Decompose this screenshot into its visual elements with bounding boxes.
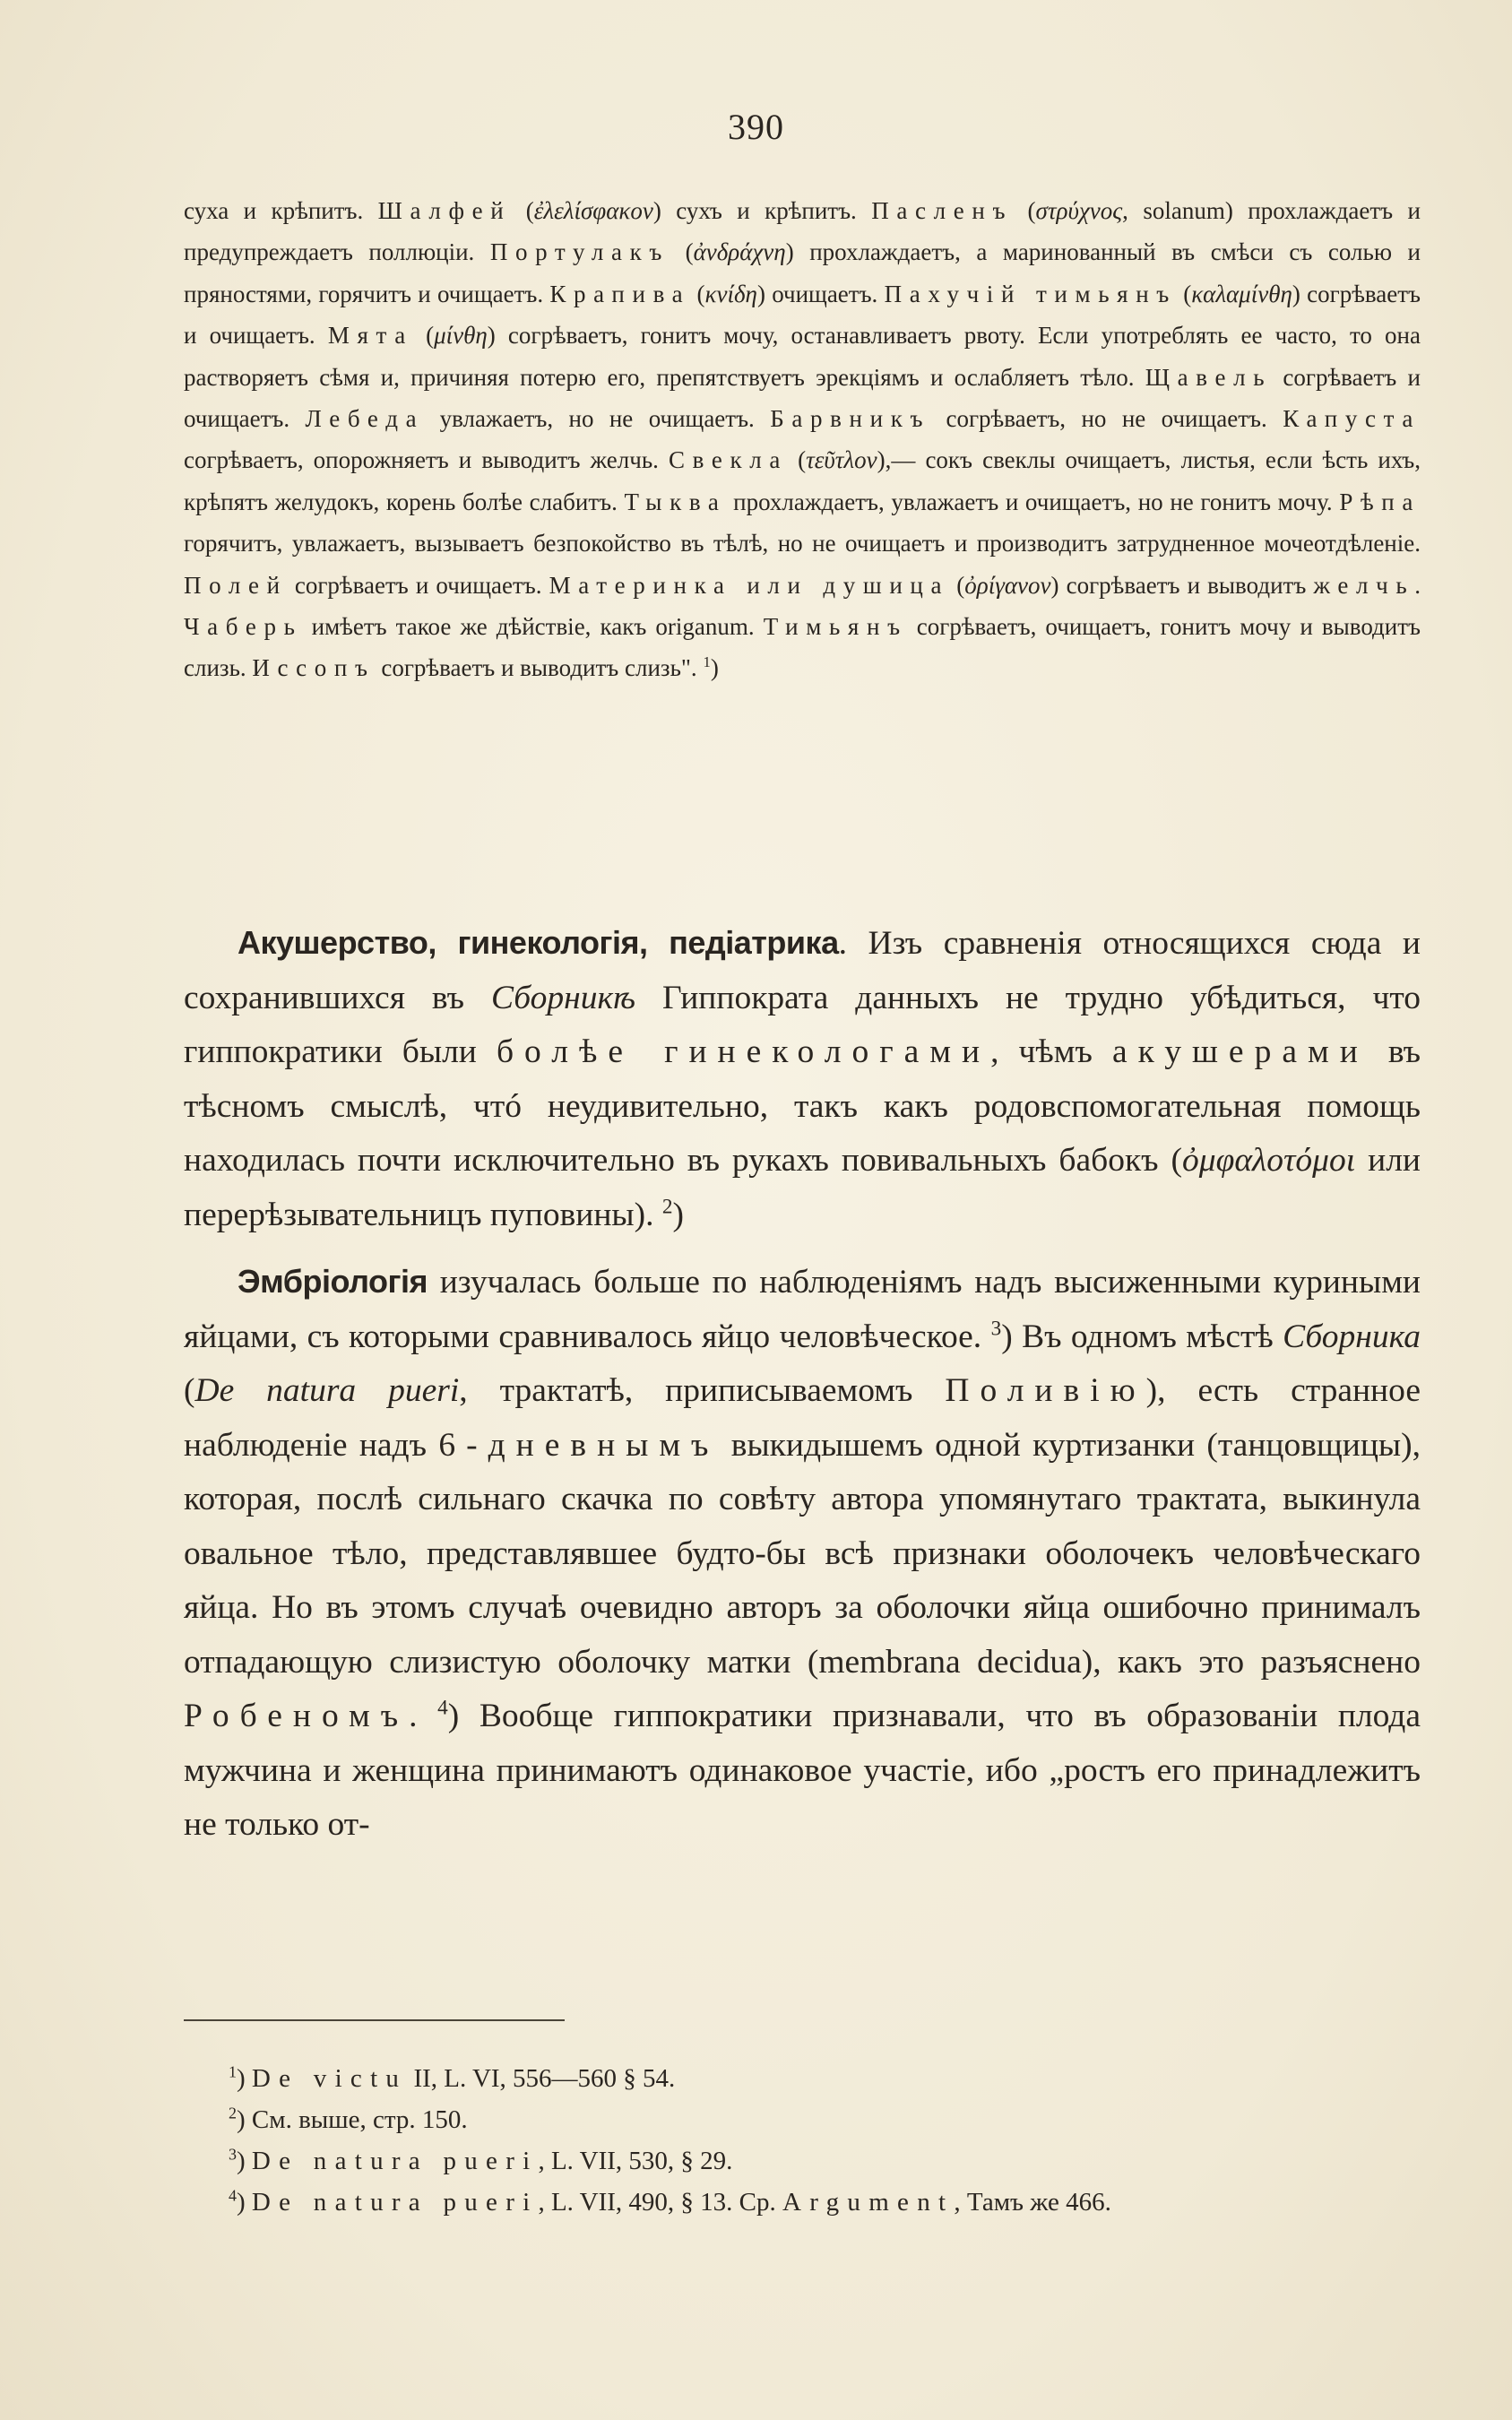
term-pennyroyal: Полей (184, 571, 288, 599)
small-paragraph (184, 190, 1421, 689)
footnote-ref: 3 (990, 1317, 1002, 1340)
text-run: ) (672, 1196, 684, 1233)
greek-term: ὀμφαλοτόμοι (1182, 1142, 1356, 1179)
footnote-number: 2 (229, 2104, 237, 2122)
text-run: горячитъ, увлажаетъ, вызываетъ безпокойство въ тѣлѣ, но не очищаетъ и производитъ затрудненное мочеотдѣленіе. (184, 530, 1421, 557)
spaced-term: Argument (782, 2188, 955, 2217)
text-run: ) Вообще гиппократики признавали, что въ образованіи плода мужчина и женщина принимаютъ одинаковое участіе, ибо „ростъ его принадлежитъ не только от- (184, 1698, 1421, 1843)
text-run: ) сухъ и крѣпитъ. (652, 197, 872, 224)
footnote-2: $^2$) См. выше, стр. 150. (229, 2104, 468, 2134)
spaced-term: 6-дневнымъ (438, 1426, 720, 1464)
greek-term: κνίδη (704, 280, 757, 307)
text-run: , L. VII, 530, § 29. (538, 2147, 733, 2175)
text-run: ( (670, 238, 694, 266)
text-run: ( (511, 197, 534, 224)
term-sorrel: Щавель (1145, 363, 1273, 391)
footnote-number: 4 (229, 2186, 237, 2205)
term-savory: Чаберь (184, 613, 303, 641)
spaced-term: De victu (251, 2064, 408, 2093)
text-run: . (409, 1698, 438, 1734)
text-run: Гиппократа данныхъ не трудно убѣдиться, что гиппократики были (184, 979, 1421, 1070)
text-run: изучалась больше по наблюденіямъ надъ высиженными куриными яйцами, съ которыми сравнивалось яйцо человѣческое. (184, 1264, 1421, 1355)
text-run: согрѣваетъ, очищаетъ, гонитъ мочу и выводитъ слизь. (184, 613, 1421, 682)
text-run: ) согрѣваетъ и очищаетъ. (184, 280, 1421, 350)
spaced-term: Робеномъ (184, 1698, 410, 1734)
text-run: согрѣваетъ и очищаетъ. (184, 363, 1421, 433)
text-run: ( (1176, 280, 1192, 307)
text-run: ) Въ одномъ мѣстѣ (1001, 1318, 1283, 1355)
term-cabbage: Капуста (1283, 405, 1421, 433)
greek-term: στρύχνος (1035, 197, 1123, 224)
text-run: ( (412, 322, 435, 350)
term-nightshade: Пасленъ (871, 197, 1014, 224)
paragraph-embryology (184, 1255, 1421, 1853)
greek-term: μίνθη (434, 322, 488, 350)
term-beet: Свекла (669, 446, 788, 474)
text-run: выкидышемъ одной куртизанки (танцовщицы), которая, послѣ сильнаго скачка по совѣту автора упомянутаго трактата, выкинула овальное тѣло, представлявшее будто-бы всѣ признаки оболочекъ человѣческаго яйца. Но въ этомъ случаѣ очевидно авторъ за оболочки яйца ошибочно принималъ отпадающую слизистую оболочку матки (membrana decidua), какъ это разъяснено (184, 1426, 1421, 1681)
text-run: , чѣмъ (990, 1033, 1112, 1070)
term-bile: желчь (1313, 571, 1415, 599)
greek-term: ἐλελίσφακον (533, 197, 653, 224)
text-run: ) согрѣваетъ и выводитъ (1050, 571, 1314, 599)
term-oregano: Материнка или душица (549, 571, 950, 599)
footnote-1: $^1$) De victu II, L. VI, 556—560 § 54. (229, 2062, 676, 2093)
text-run: ( (690, 280, 705, 307)
text-run: ),— сокъ свеклы очищаетъ, листья, если ѣсть ихъ, крѣпятъ желудокъ, корень болѣе слабитъ. (184, 446, 1421, 515)
text-run: согрѣваетъ, опорожняетъ и выводитъ желчь. (184, 446, 669, 474)
paragraph-obstetrics (184, 916, 1421, 1242)
text-run: или перерѣзывательницъ пуповины). (184, 1142, 1421, 1233)
spaced-term: Поливію (945, 1372, 1146, 1409)
footnotes (229, 2058, 1412, 2223)
footnote-number: 3 (229, 2145, 237, 2164)
footnote-3: $^3$) De natura pueri, L. VII, 530, § 29. (229, 2145, 733, 2175)
footnote-number: 1 (229, 2062, 237, 2081)
footnote-ref: 4 (437, 1696, 448, 1720)
text-run: согрѣваетъ и выводитъ слизь". (375, 654, 704, 682)
text-run: ) согрѣваетъ, гонитъ мочу, останавливаетъ рвоту. Если употреблять ее часто, то она растворяетъ сѣмя и, причиняя потерю его, препятствуетъ эрекціямъ и ослабляетъ тѣло. (184, 322, 1421, 391)
footnote-4: $^4$) De natura pueri, L. VII, 490, § 13. Ср. Argument, Тамъ же 466. (229, 2186, 1111, 2217)
text-run: согрѣваетъ и очищаетъ. (287, 571, 549, 599)
text-run: ), есть странное наблюденіе надъ (184, 1372, 1421, 1464)
term-calamint: Пахучій тимьянъ (884, 280, 1177, 307)
term-turnip: Рѣпа (1339, 488, 1421, 515)
text-run: , L. VII, 490, § 13. Ср. (538, 2188, 783, 2217)
term-thyme: Тимьянъ (763, 613, 908, 641)
italic-term: De natura pueri (194, 1372, 460, 1409)
spaced-term: De natura pueri (251, 2188, 539, 2217)
term-hyssop: Иссопъ (252, 654, 376, 682)
text-run: , трактатѣ, приписываемомъ (459, 1372, 946, 1409)
italic-term: Сборника (1283, 1318, 1421, 1355)
page-number: 390 (728, 107, 784, 147)
term-salvia: Шалфей (377, 197, 512, 224)
text-run: . (1414, 571, 1421, 599)
footnote-divider (184, 2019, 565, 2021)
term-pumpkin: Тыква (624, 488, 727, 515)
text-run: ) (710, 654, 719, 682)
term-mint: Мята (327, 322, 413, 350)
term-orache: Лебеда (305, 405, 425, 433)
text-run: ( (949, 571, 965, 599)
text-run: суха и крѣпитъ. (184, 197, 378, 224)
text-run: ) прохлаждаетъ, а маринованный въ смѣси съ солью и пряностями, горячитъ и очищаетъ. (184, 238, 1421, 307)
greek-term: ἀνδράχνη (693, 238, 786, 266)
text-run: ( (788, 446, 807, 474)
text-run: ( (184, 1372, 195, 1409)
text-run: согрѣваетъ, но не очищаетъ. (930, 405, 1283, 433)
text-run: , solanum) прохлаждаетъ и предупреждаетъ поллюціи. (184, 197, 1421, 266)
term-nettle: Крапива (549, 280, 691, 307)
text-run: См. выше, стр. 150. (251, 2105, 468, 2134)
obstetrics-section (184, 916, 1421, 1853)
text-run: . Изъ сравненія относящихся сюда и сохранившихся въ (184, 925, 1421, 1016)
text-run: увлажаетъ, но не очищаетъ. (424, 405, 771, 433)
spaced-term: акушерами (1111, 1033, 1369, 1070)
text-run: ( (1013, 197, 1036, 224)
text-run: въ тѣсномъ смыслѣ, чтó неудивительно, такъ какъ родовспомогательная помощь находилась почти исключительно въ рукахъ повивальныхъ бабокъ ( (184, 1033, 1421, 1179)
text-run: , Тамъ же 466. (954, 2188, 1111, 2217)
greek-term: τεῦτλον (806, 446, 877, 474)
text-run: прохлаждаетъ, увлажаетъ и очищаетъ, но не гонитъ мочу. (726, 488, 1340, 515)
greek-term: ὀρίγανον (964, 571, 1051, 599)
term-purslane: Портулакъ (489, 238, 670, 266)
text-run: II, L. VI, 556—560 § 54. (407, 2064, 676, 2093)
footnote-ref: 1 (703, 653, 711, 671)
section-heading: Эмбріологія (238, 1263, 428, 1300)
greek-term: καλαμίνθη (1191, 280, 1292, 307)
term-periwinkle: Барвникъ (770, 405, 931, 433)
italic-term: Сборникѣ (491, 979, 636, 1016)
section-heading: Акушерство, гинекологія, педіатрика (238, 924, 839, 961)
spaced-term: болѣе гинекологами (496, 1033, 991, 1070)
spaced-term: De natura pueri (251, 2147, 539, 2175)
footnote-ref: 2 (661, 1195, 673, 1218)
text-run: имѣетъ такое же дѣйствіе, какъ origanum. (302, 613, 764, 641)
text-run: ) очищаетъ. (756, 280, 885, 307)
herbal-remedies-passage (184, 190, 1421, 689)
